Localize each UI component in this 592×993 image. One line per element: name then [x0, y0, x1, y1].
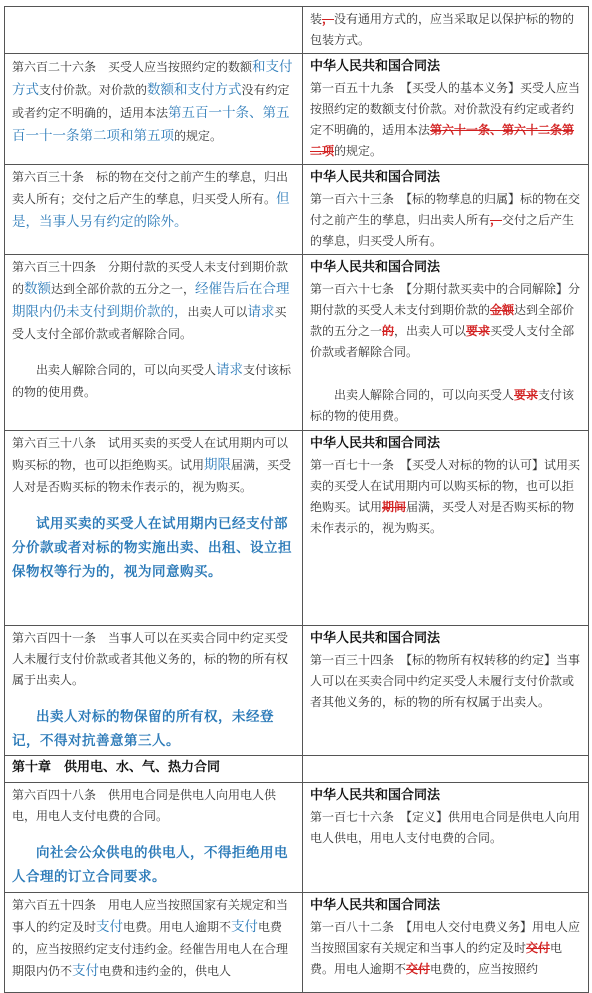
text-run: 出卖人解除合同的，可以向买受人 — [36, 363, 217, 377]
civil-code-text — [12, 895, 296, 983]
contract-law-text — [310, 807, 582, 849]
text-run: 第一百八十二条 【用电人交付电费义务】用电人应当按照国家有关规定和当事人的约定及时 — [310, 920, 581, 955]
text-run: 达到全部价款的五分之一 — [310, 303, 575, 338]
added-text: 支付 — [231, 919, 259, 935]
text-run: 第六百三十条 标的物在交付之前产生的孳息，归出卖人所有；交付之后产生的孳息，归买受人所有。 — [12, 170, 289, 206]
law-heading: 中华人民共和国合同法 — [310, 788, 441, 803]
table-row — [5, 165, 589, 255]
contract-law-cell — [303, 431, 589, 626]
civil-code-text — [12, 433, 296, 498]
text-run: 第六百二十六条 买受人应当按照约定的数额 — [12, 60, 253, 74]
text-run: 装 — [310, 12, 323, 26]
contract-law-cell — [303, 626, 589, 756]
text-run: 第一百六十七条 【分期付款买卖中的合同解除】分期付款的买受人未支付到期价款的 — [310, 282, 581, 317]
text-run: 第一百七十一条 【买受人对标的物的认可】试用买卖的买受人在试用期内可以购买标的物，也可以拒绝购买。试用 — [310, 458, 581, 514]
contract-law-cell — [303, 756, 589, 783]
text-run: 第六百四十八条 供用电合同是供电人向用电人供电，用电人支付电费的合同。 — [12, 788, 277, 823]
paragraph-gap — [12, 827, 296, 841]
contract-law-text — [310, 455, 582, 539]
law-heading: 中华人民共和国合同法 — [310, 260, 441, 275]
added-text: 支付 — [72, 963, 100, 979]
civil-code-cell — [5, 255, 303, 431]
contract-law-cell — [303, 893, 589, 993]
added-text: 和支付方式 — [12, 59, 293, 98]
civil-code-text — [12, 56, 296, 148]
added-text: 数额 — [24, 281, 52, 297]
contract-law-text — [310, 9, 582, 51]
added-text: 出卖人对标的物保留的所有权，未经登记，不得对抗善意第三人。 — [12, 709, 274, 749]
paragraph-gap — [12, 345, 296, 359]
deleted-text: ， — [490, 213, 503, 227]
deleted-text: 的 — [382, 324, 395, 338]
deleted-text: 期间 — [382, 500, 407, 514]
text-run: 届满，买受人对是否购买标的物未作表示的，视为购买。 — [12, 458, 292, 494]
contract-law-cell — [303, 165, 589, 255]
contract-law-cell — [303, 783, 589, 893]
table-row — [5, 783, 589, 893]
law-heading: 中华人民共和国合同法 — [310, 631, 441, 646]
contract-law-text — [310, 189, 582, 252]
text-run: 支付该标的物的使用费。 — [310, 388, 575, 423]
added-text: 请求 — [216, 362, 244, 378]
text-run: 没有通用方式的，应当采取足以保护标的物的包装方式。 — [310, 12, 575, 47]
civil-code-cell — [5, 7, 303, 54]
text-run: 没有约定或者约定不明确的，适用本法 — [12, 83, 290, 120]
contract-law-cell — [303, 255, 589, 431]
civil-code-cell — [5, 893, 303, 993]
text-run: 电费。用电人逾期不 — [310, 941, 563, 976]
law-heading: 中华人民共和国合同法 — [310, 170, 441, 185]
law-heading: 中华人民共和国合同法 — [310, 436, 441, 451]
text-run: 出卖人解除合同的，可以向买受人 — [334, 388, 515, 402]
text-run: 第一百三十四条 【标的物所有权转移的约定】当事人可以在买卖合同中约定买受人未履行支付价款或者其他义务的，标的物的所有权属于出卖人。 — [310, 653, 581, 709]
added-text: 支付 — [96, 919, 124, 935]
table-row — [5, 626, 589, 756]
added-text: 经催告后在合理期限内仍未支付到期价款的， — [12, 281, 290, 320]
contract-law-cell — [303, 54, 589, 165]
law-heading: 中华人民共和国合同法 — [310, 898, 441, 913]
civil-code-cell — [5, 626, 303, 756]
civil-code-text — [12, 512, 296, 584]
contract-law-text — [310, 279, 582, 363]
civil-code-cell — [5, 54, 303, 165]
text-run: 支付该标的物的使用费。 — [12, 363, 292, 399]
table-row — [5, 7, 589, 54]
text-run: 达到全部价款的五分之一， — [51, 282, 196, 296]
paragraph-gap — [12, 498, 296, 512]
text-run: 第一百七十六条 【定义】供用电合同是供电人向用电人供电，用电人支付电费的合同。 — [310, 810, 581, 845]
text-run: 第一百六十三条 【标的物孳息的归属】标的物在交付之前产生的孳息，归出卖人所有 — [310, 192, 581, 227]
added-text: 第五百一十条、第五百一十一条第二项和第五项 — [12, 105, 290, 144]
text-run: 的规定。 — [334, 144, 383, 158]
deleted-text: 交付 — [406, 962, 431, 976]
text-run: 的规定。 — [174, 129, 223, 143]
text-run: 买受人支付全部价款或者解除合同。 — [12, 305, 287, 341]
chapter-title: 第十章 供用电、水、气、热力合同 — [5, 756, 303, 783]
law-heading: 中华人民共和国合同法 — [310, 59, 441, 74]
civil-code-cell — [5, 431, 303, 626]
deleted-text: 金额 — [490, 303, 515, 317]
text-run: 第六百五十四条 用电人应当按照国家有关规定和当事人的约定及时 — [12, 898, 289, 934]
text-run: ，出卖人可以 — [394, 324, 467, 338]
added-text: 数额和支付方式 — [147, 82, 242, 98]
text-run: 出卖人可以 — [187, 305, 248, 319]
added-text: 期限 — [204, 457, 232, 473]
contract-law-text — [310, 385, 582, 427]
text-run: 第六百三十八条 试用买卖的买受人在试用期内可以购买标的物，也可以拒绝购买。试用 — [12, 436, 289, 472]
civil-code-text — [12, 841, 296, 889]
civil-code-text — [12, 359, 296, 403]
added-text: 但是，当事人另有约定的除外。 — [12, 191, 290, 230]
chapter-row — [5, 756, 589, 783]
contract-law-text — [310, 917, 582, 980]
civil-code-text — [12, 705, 296, 753]
comparison-table — [4, 6, 589, 993]
added-text: 试用买卖的买受人在试用期内已经支付部分价款或者对标的物实施出卖、出租、设立担保物权等行为的，视为同意购买。 — [12, 516, 292, 580]
added-text: 向社会公众供电的供电人，不得拒绝用电人合理的订立合同要求。 — [12, 845, 288, 885]
deleted-text: 第六十一条、第六十二条第二项 — [310, 123, 575, 158]
civil-code-cell — [5, 783, 303, 893]
deleted-text: 交付 — [526, 941, 551, 955]
table-row — [5, 54, 589, 165]
civil-code-text — [12, 167, 296, 234]
table-row — [5, 255, 589, 431]
text-run: 电费和违约金的，供电人 — [99, 964, 232, 978]
text-run: 第一百五十九条 【买受人的基本义务】买受人应当按照约定的数额支付价款。对价款没有约定或者约定不明确的，适用本法 — [310, 81, 581, 137]
text-run: 第六百三十四条 分期付款的买受人未支付到期价款的 — [12, 260, 289, 296]
added-text: 请求 — [247, 304, 275, 320]
text-run: 买受人支付全部价款或者解除合同。 — [310, 324, 575, 359]
deleted-text: ， — [322, 12, 335, 26]
contract-law-text — [310, 650, 582, 713]
paragraph-gap — [310, 363, 582, 385]
civil-code-text — [12, 628, 296, 691]
civil-code-cell — [5, 165, 303, 255]
civil-code-text — [12, 257, 296, 345]
civil-code-text — [12, 785, 296, 827]
text-run: 电费的，应当按照约定支付违约金。经催告用电人在合理期限内仍不 — [12, 920, 289, 978]
text-run: 交付之后产生的孳息，归买受人所有。 — [310, 213, 575, 248]
text-run: 第六百四十一条 当事人可以在买卖合同中约定买受人未履行支付价款或者其他义务的，标的物的所有权属于出卖人。 — [12, 631, 289, 687]
table-row — [5, 431, 589, 626]
deleted-text: 要求 — [466, 324, 491, 338]
paragraph-gap — [12, 691, 296, 705]
text-run: 支付价款。对价款的 — [39, 83, 148, 97]
text-run: 届满，买受人对是否购买标的物未作表示的，视为购买。 — [310, 500, 575, 535]
table-row — [5, 893, 589, 993]
text-run: 电费的，应当按照约 — [430, 962, 539, 976]
text-run: 电费。用电人逾期不 — [123, 920, 232, 934]
contract-law-cell — [303, 7, 589, 54]
contract-law-text — [310, 78, 582, 162]
deleted-text: 要求 — [514, 388, 539, 402]
